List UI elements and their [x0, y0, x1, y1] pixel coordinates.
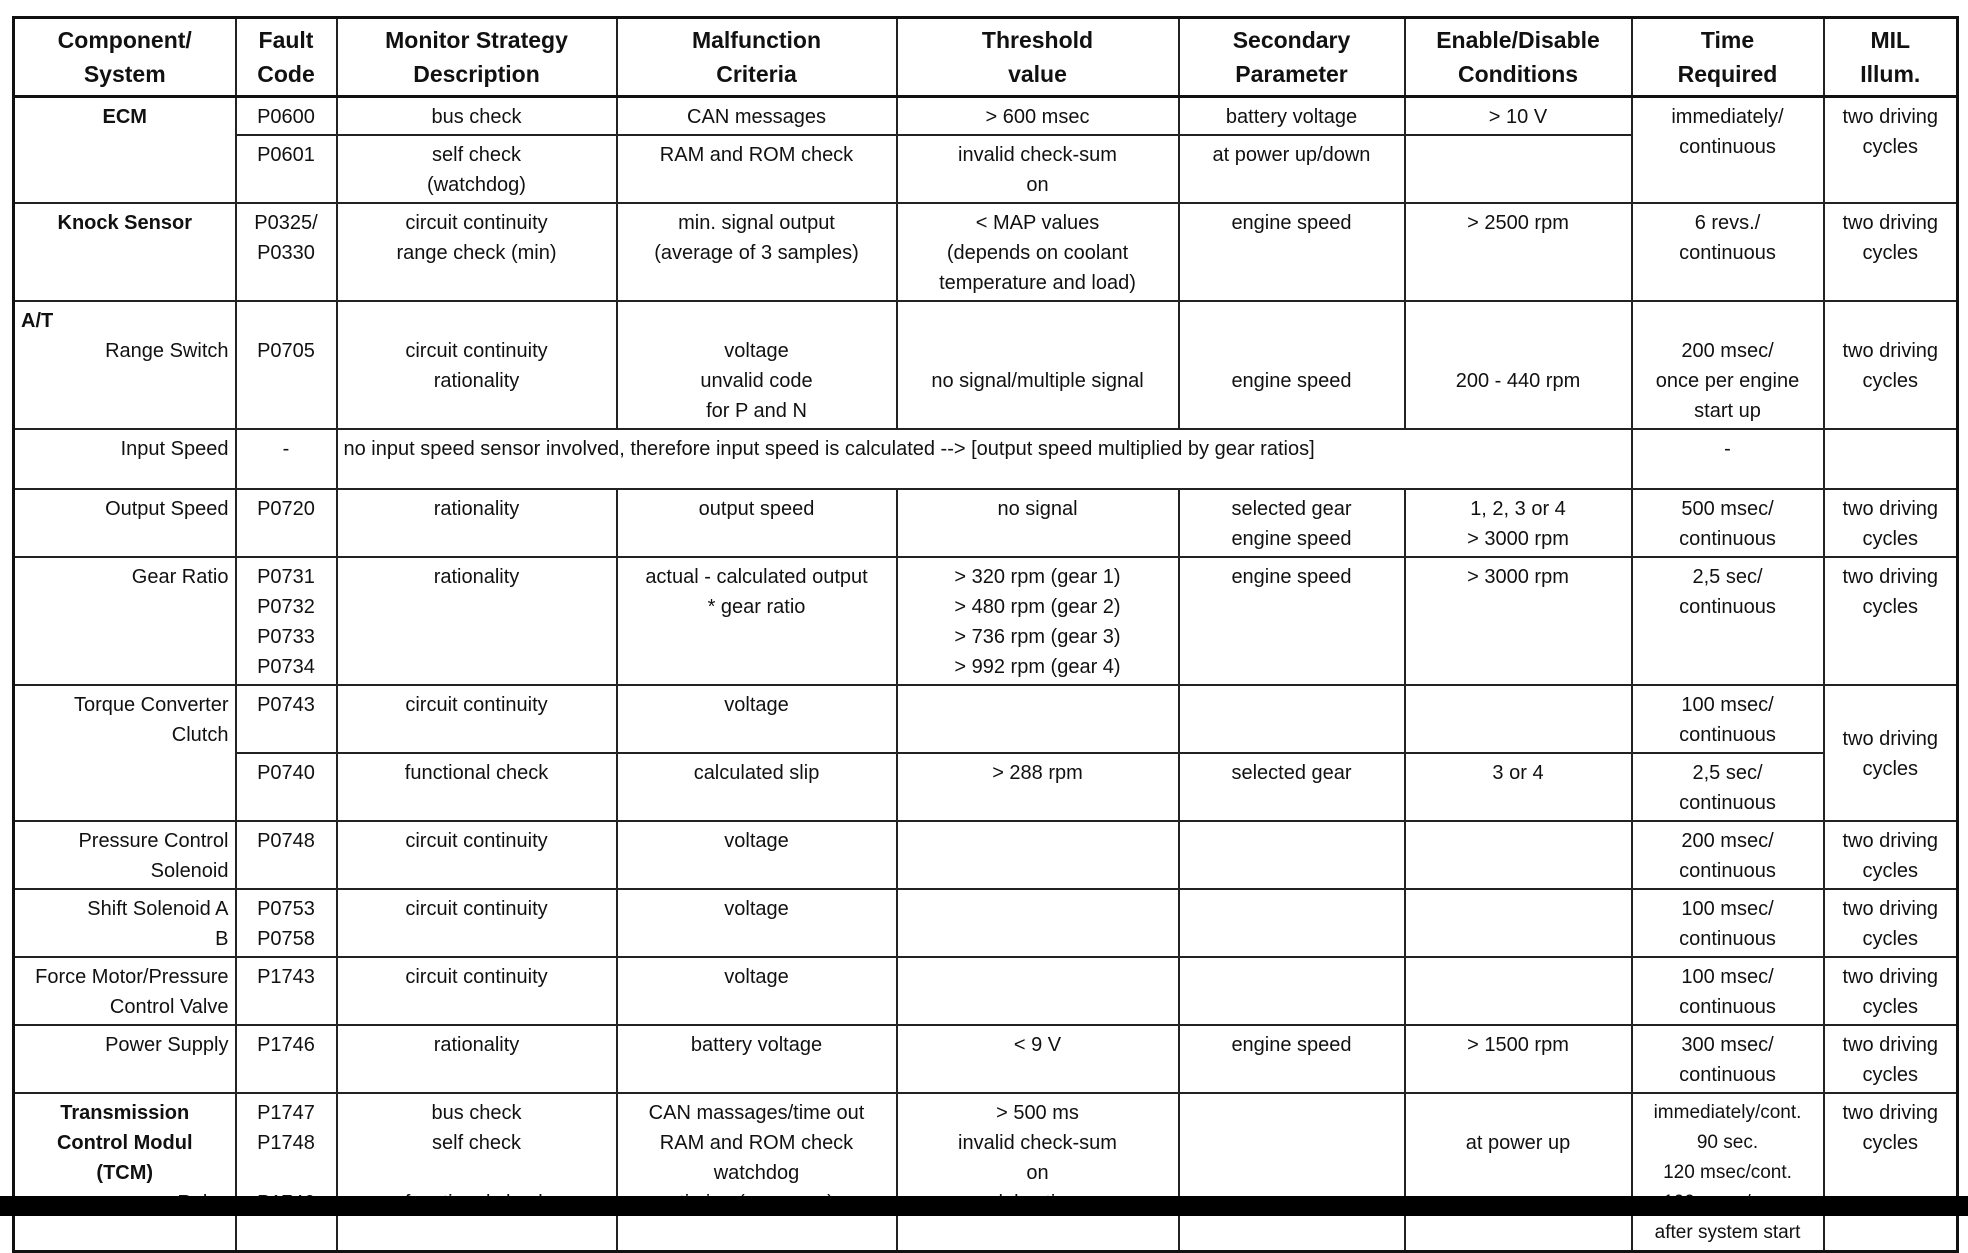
cell-component-pcs: Pressure Control Solenoid: [14, 821, 236, 889]
table-row-tcc-1: [14, 685, 1958, 753]
cell-time: 100 msec/ continuous: [1632, 889, 1824, 957]
cell-secondary: [1179, 1093, 1405, 1252]
cell-code: P1746: [236, 1025, 337, 1093]
page-bottom-bar: [0, 1196, 1968, 1216]
cell-threshold: < 9 V: [897, 1025, 1179, 1093]
cell-time: immediately/ continuous: [1632, 97, 1824, 204]
cell-secondary: engine speed: [1179, 301, 1405, 429]
cell-enable: > 10 V: [1405, 97, 1632, 136]
cell-time: 500 msec/ continuous: [1632, 489, 1824, 557]
cell-code: P0600: [236, 97, 337, 136]
cell-time: 300 msec/ continuous: [1632, 1025, 1824, 1093]
cell-mil: two driving cycles: [1824, 557, 1958, 685]
cell-malfunction: battery voltage: [617, 1025, 897, 1093]
header-enable: Enable/Disable Conditions: [1405, 18, 1632, 97]
cell-secondary: [1179, 821, 1405, 889]
cell-secondary: selected gear engine speed: [1179, 489, 1405, 557]
cell-enable: [1405, 957, 1632, 1025]
cell-threshold: [897, 685, 1179, 753]
cell-mil: two driving cycles: [1824, 203, 1958, 301]
table-row-power-supply: [14, 1025, 1958, 1093]
table-row-shift-solenoid: [14, 889, 1958, 957]
cell-time: 2,5 sec/ continuous: [1632, 557, 1824, 685]
cell-enable: > 3000 rpm: [1405, 557, 1632, 685]
cell-secondary: [1179, 957, 1405, 1025]
cell-mil: two driving cycles: [1824, 685, 1958, 821]
table-row-force-motor: [14, 957, 1958, 1025]
cell-code: P0720: [236, 489, 337, 557]
cell-time: 6 revs./ continuous: [1632, 203, 1824, 301]
cell-threshold: > 320 rpm (gear 1) > 480 rpm (gear 2) > 736 rpm (gear 3) > 992 rpm (gear 4): [897, 557, 1179, 685]
table-row-knock-sensor: [14, 203, 1958, 301]
cell-code: P0705: [236, 301, 337, 429]
cell-malfunction: CAN messages: [617, 97, 897, 136]
cell-monitor: bus check self check: [337, 1093, 617, 1252]
cell-component-input: Input Speed: [14, 429, 236, 489]
cell-malfunction: voltage unvalid code for P and N: [617, 301, 897, 429]
cell-threshold: [897, 821, 1179, 889]
cell-time: -: [1632, 429, 1824, 489]
obd-monitor-table: [12, 16, 1959, 1253]
cell-monitor: circuit continuity: [337, 957, 617, 1025]
cell-enable: 200 - 440 rpm: [1405, 301, 1632, 429]
header-secondary: Secondary Parameter: [1179, 18, 1405, 97]
cell-monitor: circuit continuity range check (min): [337, 203, 617, 301]
cell-mil: [1824, 429, 1958, 489]
cell-secondary: engine speed: [1179, 1025, 1405, 1093]
cell-note: no input speed sensor involved, therefore input speed is calculated --> [output speed multiplied by gear ratios]: [337, 429, 1632, 489]
cell-enable: [1405, 135, 1632, 203]
cell-enable: > 2500 rpm: [1405, 203, 1632, 301]
cell-time: 200 msec/ once per engine start up: [1632, 301, 1824, 429]
header-component: Component/ System: [14, 18, 236, 97]
header-mil: MIL Illum.: [1824, 18, 1958, 97]
cell-component-ecm: ECM: [14, 97, 236, 204]
cell-enable: at power up: [1405, 1093, 1632, 1252]
cell-code: P0743: [236, 685, 337, 753]
cell-time: 100 msec/ continuous: [1632, 957, 1824, 1025]
cell-code: P0325/ P0330: [236, 203, 337, 301]
cell-malfunction: calculated slip: [617, 753, 897, 821]
table-row-pressure-control: [14, 821, 1958, 889]
cell-enable: [1405, 685, 1632, 753]
cell-malfunction: CAN massages/time out RAM and ROM check watchdog: [617, 1093, 897, 1252]
table-row-tcm: [14, 1093, 1958, 1252]
cell-component-range: [14, 301, 236, 429]
cell-threshold: > 600 msec: [897, 97, 1179, 136]
cell-mil: two driving cycles: [1824, 1025, 1958, 1093]
cell-mil: two driving cycles: [1824, 97, 1958, 204]
cell-monitor: self check (watchdog): [337, 135, 617, 203]
cell-threshold: < MAP values (depends on coolant temperature and load): [897, 203, 1179, 301]
cell-malfunction: voltage: [617, 957, 897, 1025]
cell-malfunction: voltage: [617, 821, 897, 889]
table-row-gear-ratio: [14, 557, 1958, 685]
cell-threshold: > 500 ms invalid check-sum on: [897, 1093, 1179, 1252]
cell-secondary: selected gear: [1179, 753, 1405, 821]
cell-time: 2,5 sec/ continuous: [1632, 753, 1824, 821]
cell-enable: > 1500 rpm: [1405, 1025, 1632, 1093]
table-row-tcc-2: [14, 753, 1958, 821]
cell-malfunction: voltage: [617, 889, 897, 957]
cell-secondary: engine speed: [1179, 203, 1405, 301]
cell-monitor: bus check: [337, 97, 617, 136]
cell-component-tcm: [14, 1093, 236, 1252]
cell-threshold: [897, 957, 1179, 1025]
cell-code: P0601: [236, 135, 337, 203]
header-threshold: Threshold value: [897, 18, 1179, 97]
cell-monitor: rationality: [337, 1025, 617, 1093]
cell-code: P0731 P0732 P0733 P0734: [236, 557, 337, 685]
cell-monitor: functional check: [337, 753, 617, 821]
cell-time: immediately/cont. 90 sec. 120 msec/cont. after system start: [1632, 1093, 1824, 1252]
cell-component-knock: Knock Sensor: [14, 203, 236, 301]
group-label-at: A/T: [21, 310, 54, 332]
cell-monitor: rationality: [337, 489, 617, 557]
cell-threshold: [897, 889, 1179, 957]
header-time: Time Required: [1632, 18, 1824, 97]
header-fault-code: Fault Code: [236, 18, 337, 97]
cell-secondary: engine speed: [1179, 557, 1405, 685]
cell-secondary: [1179, 685, 1405, 753]
cell-monitor: circuit continuity: [337, 889, 617, 957]
component-label: Range Switch: [105, 340, 229, 362]
cell-threshold: invalid check-sum on: [897, 135, 1179, 203]
cell-mil: two driving cycles: [1824, 957, 1958, 1025]
cell-mil: two driving cycles: [1824, 301, 1958, 429]
cell-component-shift: Shift Solenoid A B: [14, 889, 236, 957]
cell-code: P0748: [236, 821, 337, 889]
header-malfunction: Malfunction Criteria: [617, 18, 897, 97]
cell-code: P0753 P0758: [236, 889, 337, 957]
cell-component-gear: Gear Ratio: [14, 557, 236, 685]
cell-enable: [1405, 821, 1632, 889]
cell-malfunction: min. signal output (average of 3 samples): [617, 203, 897, 301]
cell-mil: two driving cycles: [1824, 821, 1958, 889]
cell-malfunction: actual - calculated output * gear ratio: [617, 557, 897, 685]
cell-component-force-motor: Force Motor/Pressure Control Valve: [14, 957, 236, 1025]
cell-code: P0740: [236, 753, 337, 821]
cell-monitor: circuit continuity: [337, 685, 617, 753]
cell-secondary: at power up/down: [1179, 135, 1405, 203]
cell-time: 100 msec/ continuous: [1632, 685, 1824, 753]
cell-threshold: no signal/multiple signal: [897, 301, 1179, 429]
cell-malfunction: output speed: [617, 489, 897, 557]
cell-component-tcc: Torque Converter Clutch: [14, 685, 236, 821]
cell-component-power: Power Supply: [14, 1025, 236, 1093]
cell-mil: two driving cycles: [1824, 1093, 1958, 1252]
table-row-input-speed: [14, 429, 1958, 489]
header-row: [14, 18, 1958, 97]
cell-component-output: Output Speed: [14, 489, 236, 557]
header-monitor: Monitor Strategy Description: [337, 18, 617, 97]
cell-time: 200 msec/ continuous: [1632, 821, 1824, 889]
table-row-range-switch: [14, 301, 1958, 429]
cell-code: P1743: [236, 957, 337, 1025]
component-label-tcm: Transmission Control Modul (TCM): [56, 1102, 193, 1184]
cell-code: P1747 P1748: [236, 1093, 337, 1252]
table-row-output-speed: [14, 489, 1958, 557]
cell-secondary: [1179, 889, 1405, 957]
table-row-ecm-1: [14, 97, 1958, 136]
cell-enable: [1405, 889, 1632, 957]
cell-code: -: [236, 429, 337, 489]
cell-secondary: battery voltage: [1179, 97, 1405, 136]
cell-monitor: circuit continuity rationality: [337, 301, 617, 429]
cell-malfunction: RAM and ROM check: [617, 135, 897, 203]
cell-threshold: > 288 rpm: [897, 753, 1179, 821]
cell-enable: 3 or 4: [1405, 753, 1632, 821]
cell-threshold: no signal: [897, 489, 1179, 557]
cell-enable: 1, 2, 3 or 4 > 3000 rpm: [1405, 489, 1632, 557]
cell-monitor: circuit continuity: [337, 821, 617, 889]
cell-mil: two driving cycles: [1824, 889, 1958, 957]
cell-mil: two driving cycles: [1824, 489, 1958, 557]
cell-malfunction: voltage: [617, 685, 897, 753]
cell-monitor: rationality: [337, 557, 617, 685]
